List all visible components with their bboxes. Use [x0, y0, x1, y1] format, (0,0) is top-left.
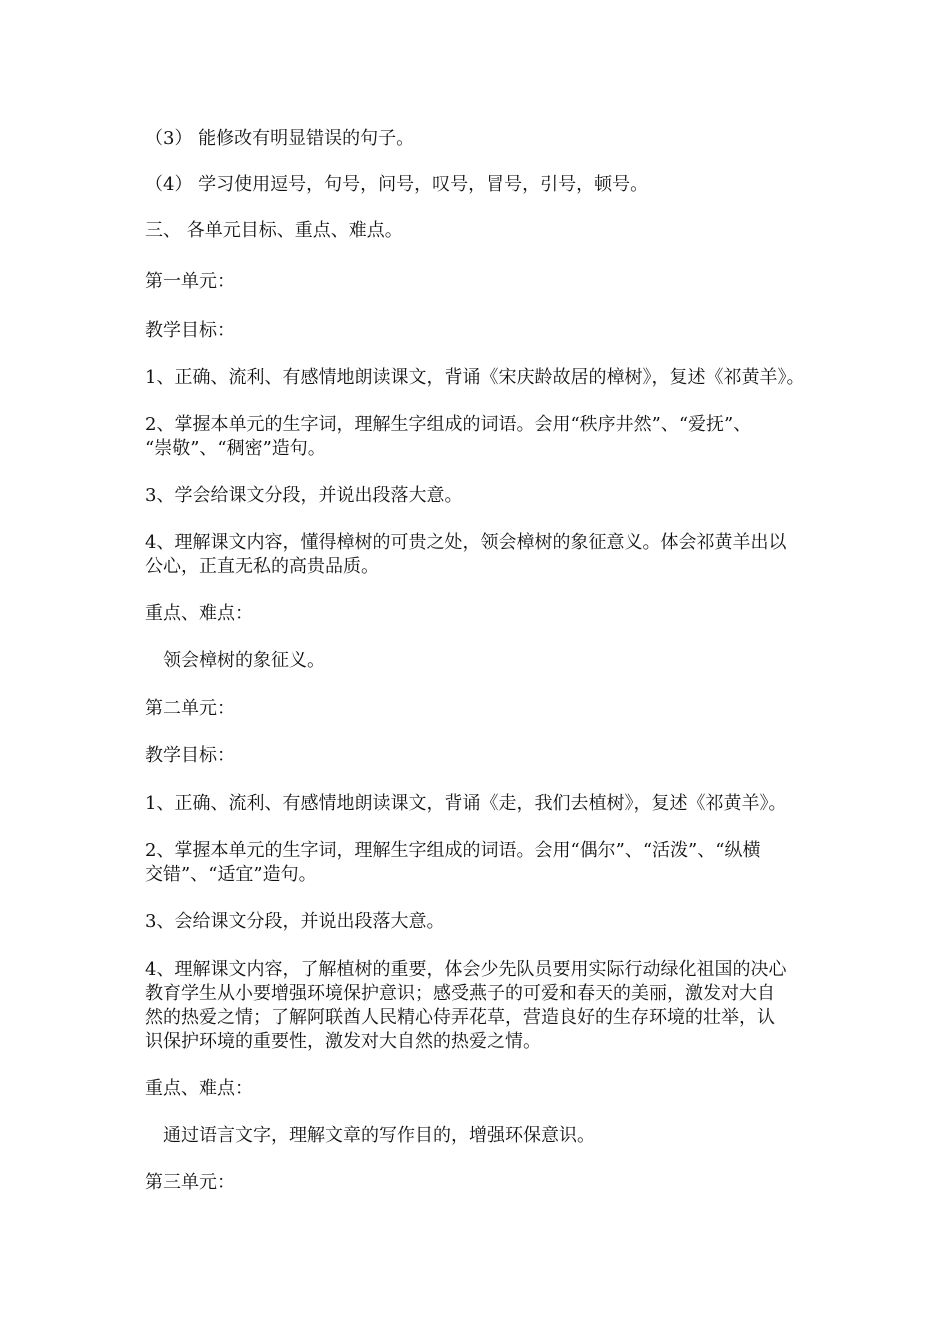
unit-2-goal-4-line-3: 然的热爱之情；了解阿联酋人民精心侍弄花草，营造良好的生存环境的壮举，认	[145, 1007, 775, 1028]
unit-1-goals-label: 教学目标：	[145, 320, 235, 341]
unit-2-goal-3: 3、会给课文分段，并说出段落大意。	[145, 911, 445, 932]
item-4: （4） 学习使用逗号，句号，问号，叹号，冒号，引号，顿号。	[145, 174, 649, 195]
unit-2-goal-4-line-2: 教育学生从小要增强环境保护意识；感受燕子的可爱和春天的美丽，激发对大自	[145, 983, 775, 1004]
unit-2-key-points: 通过语言文字，理解文章的写作目的，增强环保意识。	[163, 1125, 595, 1146]
unit-2-goal-4-line-4: 识保护环境的重要性，激发对大自然的热爱之情。	[145, 1031, 541, 1052]
unit-1-goal-2-line-1: 2、掌握本单元的生字词，理解生字组成的词语。会用“秩序井然”、“爱抚”、	[145, 414, 752, 435]
item-3: （3） 能修改有明显错误的句子。	[145, 128, 415, 149]
unit-1-key-points: 领会樟树的象征义。	[163, 650, 325, 671]
unit-1-heading: 第一单元：	[145, 271, 235, 292]
unit-2-key-points-label: 重点、难点：	[145, 1078, 253, 1099]
unit-2-heading: 第二单元：	[145, 698, 235, 719]
unit-1-goal-1: 1、正确、流利、有感情地朗读课文，背诵《宋庆龄故居的樟树》，复述《祁黄羊》。	[145, 367, 805, 388]
unit-2-goal-1: 1、正确、流利、有感情地朗读课文，背诵《走，我们去植树》，复述《祁黄羊》。	[145, 793, 787, 814]
unit-1-goal-4-line-1: 4、理解课文内容，懂得樟树的可贵之处，领会樟树的象征意义。体会祁黄羊出以	[145, 532, 787, 553]
section-heading: 三、 各单元目标、重点、难点。	[145, 220, 403, 241]
unit-1-goal-4-line-2: 公心，正直无私的高贵品质。	[145, 556, 379, 577]
unit-1-goal-2-line-2: “崇敬”、“稠密”造句。	[145, 438, 326, 459]
unit-2-goal-2-line-1: 2、掌握本单元的生字词，理解生字组成的词语。会用“偶尔”、“活泼”、“纵横	[145, 840, 761, 861]
unit-2-goal-2-line-2: 交错”、“适宜”造句。	[145, 864, 317, 885]
unit-2-goals-label: 教学目标：	[145, 745, 235, 766]
unit-2-goal-4-line-1: 4、理解课文内容，了解植树的重要，体会少先队员要用实际行动绿化祖国的决心	[145, 959, 787, 980]
unit-1-goal-3: 3、学会给课文分段，并说出段落大意。	[145, 485, 463, 506]
unit-3-heading: 第三单元：	[145, 1172, 235, 1193]
unit-1-key-points-label: 重点、难点：	[145, 603, 253, 624]
